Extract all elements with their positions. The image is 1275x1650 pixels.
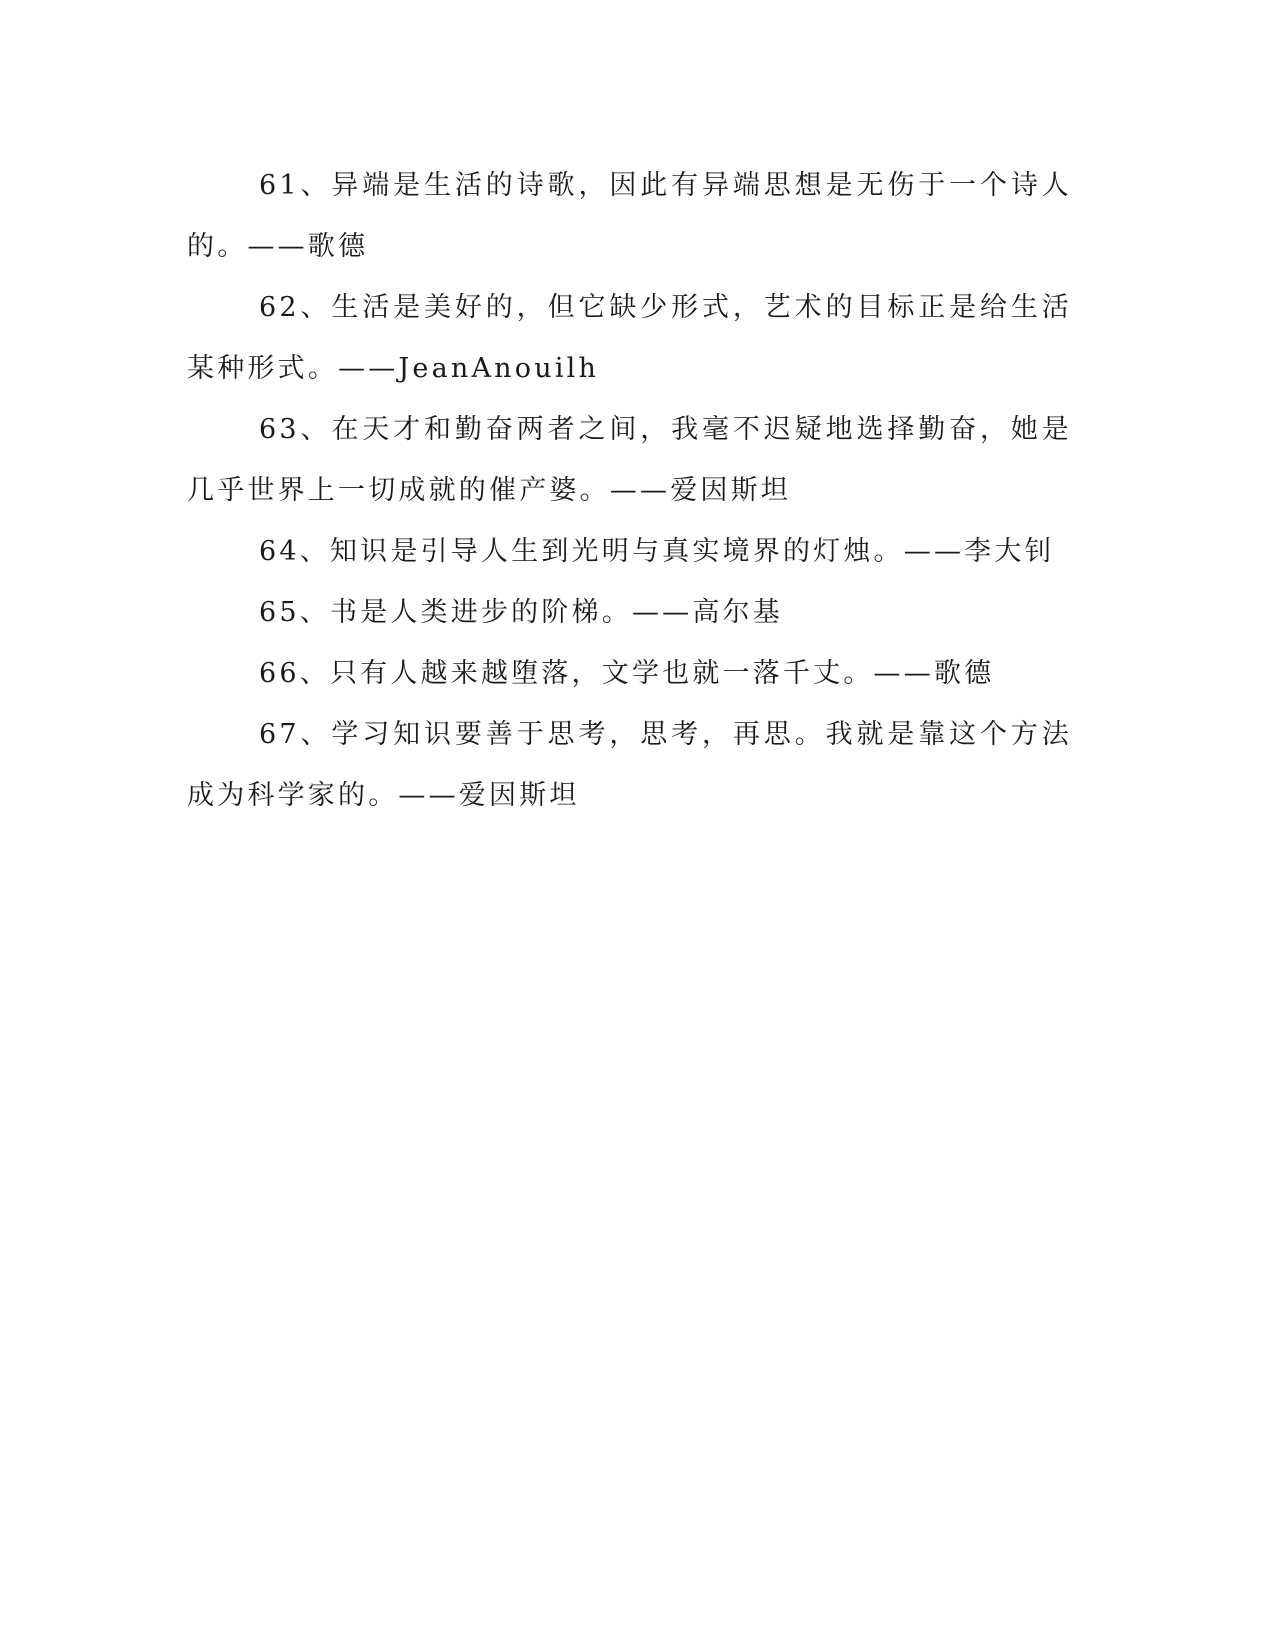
quote-text: 63、在天才和勤奋两者之间，我毫不迟疑地选择勤奋，她是几乎世界上一切成就的催产婆。——爱因斯坦 <box>187 414 1072 506</box>
quote-item-63 <box>187 399 1072 521</box>
quote-text: 64、知识是引导人生到光明与真实境界的灯烛。——李大钊 <box>259 536 1055 567</box>
quote-text: 62、生活是美好的，但它缺少形式，艺术的目标正是给生活某种形式。——JeanAnouilh <box>187 292 1072 384</box>
quote-item-65 <box>187 582 1072 643</box>
quote-text: 67、学习知识要善于思考，思考，再思。我就是靠这个方法成为科学家的。——爱因斯坦 <box>187 719 1072 811</box>
quote-text: 61、异端是生活的诗歌，因此有异端思想是无伤于一个诗人的。——歌德 <box>187 170 1072 262</box>
quote-item-62 <box>187 277 1072 399</box>
quote-item-67 <box>187 704 1072 826</box>
quote-item-61 <box>187 155 1072 277</box>
quote-item-64 <box>187 521 1072 582</box>
quote-list <box>187 155 1072 826</box>
quote-text: 65、书是人类进步的阶梯。——高尔基 <box>259 597 783 628</box>
quote-text: 66、只有人越来越堕落，文学也就一落千丈。——歌德 <box>259 658 995 689</box>
quote-item-66 <box>187 643 1072 704</box>
